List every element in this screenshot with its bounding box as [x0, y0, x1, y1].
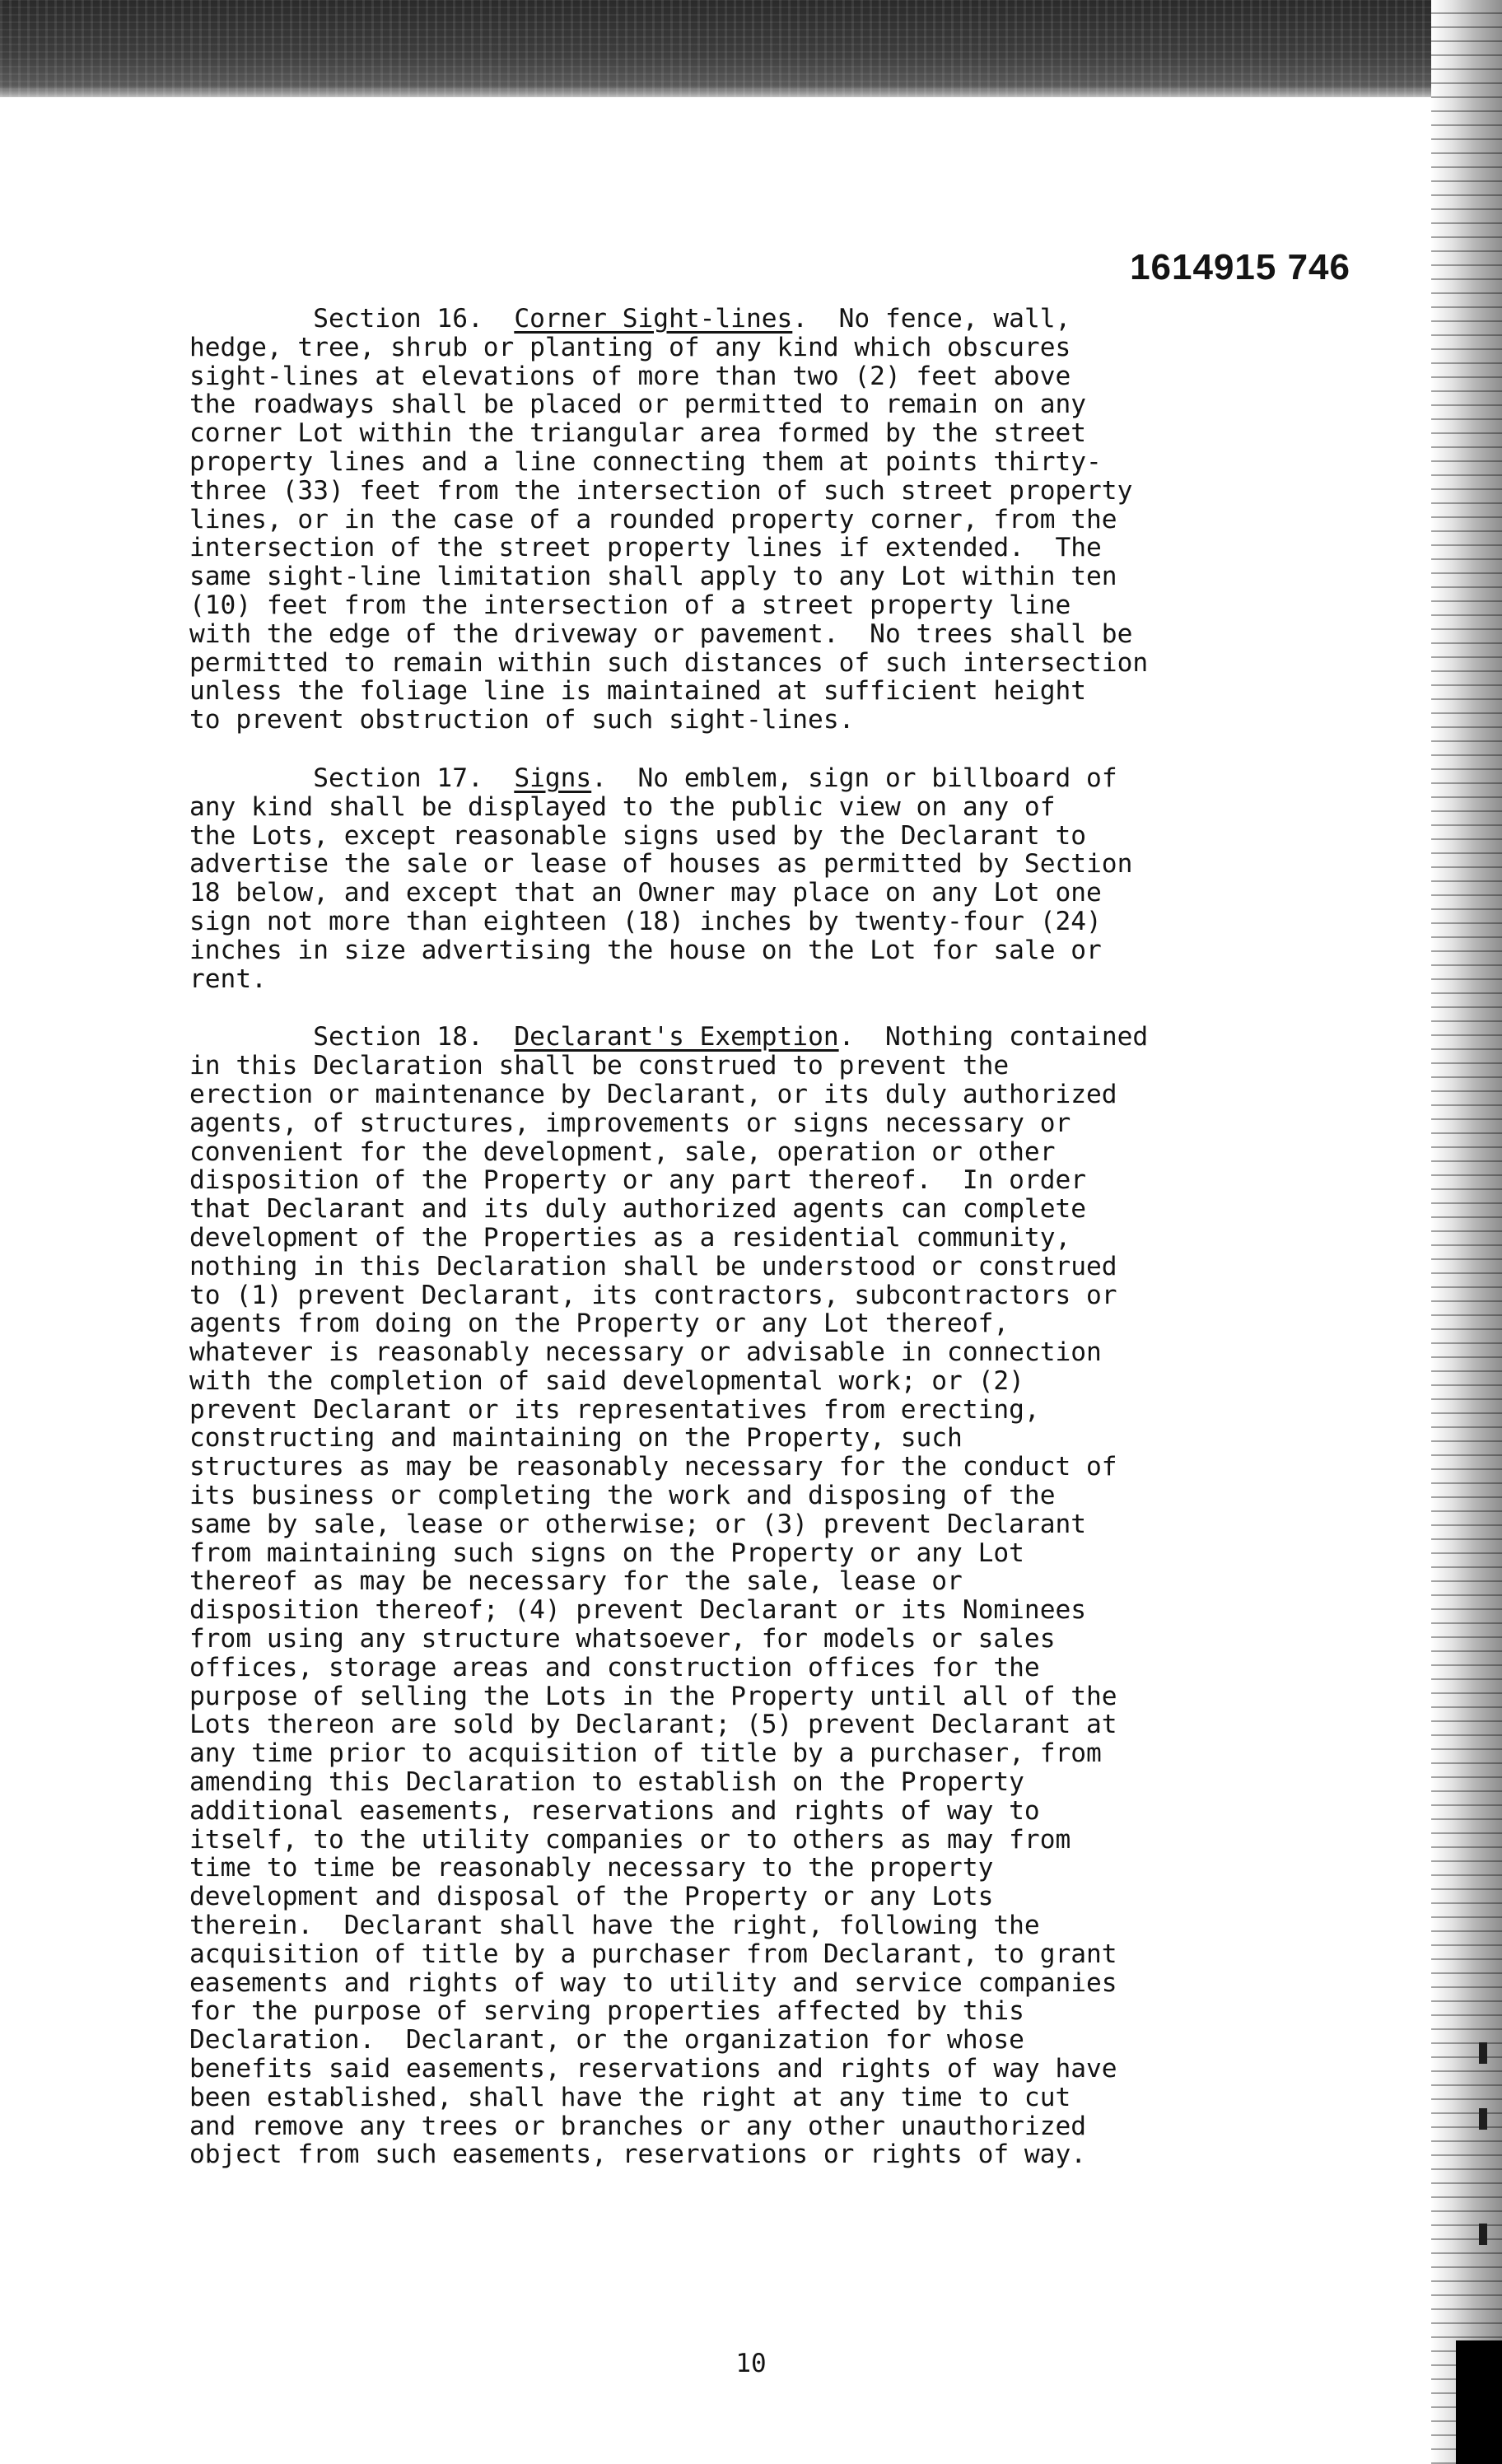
line-text: same by sale, lease or otherwise; or (3) prevent Declarant — [189, 1509, 1087, 1539]
text-line — [189, 1654, 1260, 1682]
line-text: rent. — [189, 964, 267, 994]
line-text: acquisition of title by a purchaser from Declarant, to grant — [189, 1939, 1117, 1969]
line-text: Section 16. — [189, 304, 515, 334]
line-text: offices, storage areas and construction offices for the — [189, 1652, 1040, 1682]
line-text: with the completion of said developmental work; or (2) — [189, 1365, 1024, 1396]
text-line — [189, 1195, 1260, 1224]
text-line — [189, 2055, 1260, 2084]
text-line — [189, 562, 1260, 591]
text-line — [189, 1309, 1260, 1338]
text-line — [189, 1396, 1260, 1425]
text-line — [189, 1109, 1260, 1138]
line-text: Declaration. Declarant, or the organization for whose — [189, 2025, 1024, 2056]
line-text: and remove any trees or branches or any other unauthorized — [189, 2111, 1087, 2141]
section-heading: Corner Sight-lines — [514, 304, 793, 334]
text-line — [189, 1797, 1260, 1826]
text-line — [189, 1052, 1260, 1080]
line-text: . No fence, wall, — [792, 304, 1071, 334]
line-text: from maintaining such signs on the Property or any Lot — [189, 1538, 1024, 1568]
text-line — [189, 1911, 1260, 1940]
line-text: for the purpose of serving properties affected by this — [189, 1996, 1024, 2027]
text-line — [189, 1367, 1260, 1396]
text-line — [189, 362, 1260, 391]
line-text: object from such easements, reservations or rights of way. — [189, 2140, 1087, 2170]
line-text: intersection of the street property lines if extended. The — [189, 533, 1102, 563]
scan-speck — [1479, 2042, 1487, 2064]
line-text: unless the foliage line is maintained at sufficient height — [189, 676, 1087, 707]
text-line — [189, 1768, 1260, 1797]
line-text: to (1) prevent Declarant, its contractors, subcontractors or — [189, 1280, 1117, 1310]
line-text: easements and rights of way to utility and service companies — [189, 1967, 1117, 1998]
text-line — [189, 1739, 1260, 1768]
text-line — [189, 1424, 1260, 1453]
text-line — [189, 477, 1260, 506]
text-line — [189, 419, 1260, 448]
text-line — [189, 1338, 1260, 1367]
line-text: Section 17. — [189, 763, 515, 793]
text-line — [189, 2140, 1260, 2169]
text-line — [189, 534, 1260, 562]
line-text: . No emblem, sign or billboard of — [591, 763, 1117, 793]
line-text: constructing and maintaining on the Property, such — [189, 1423, 963, 1454]
text-line — [189, 1596, 1260, 1625]
text-line — [189, 677, 1260, 706]
text-line — [189, 1625, 1260, 1654]
text-line — [189, 591, 1260, 620]
text-line — [189, 620, 1260, 649]
text-line — [189, 1023, 1260, 1052]
scan-speck — [1479, 2224, 1487, 2245]
text-line — [189, 1510, 1260, 1539]
text-line — [189, 1969, 1260, 1998]
text-line — [189, 649, 1260, 678]
text-line — [189, 2112, 1260, 2141]
line-text: with the edge of the driveway or pavement. No trees shall be — [189, 618, 1133, 649]
line-text: development and disposal of the Property or any Lots — [189, 1882, 994, 1912]
line-text: agents, of structures, improvements or signs necessary or — [189, 1108, 1071, 1138]
line-text: agents from doing on the Property or any Lot thereof, — [189, 1309, 1010, 1339]
line-text: amending this Declaration to establish on the Property — [189, 1767, 1024, 1798]
text-line — [189, 1453, 1260, 1482]
text-line — [189, 1166, 1260, 1195]
page-number: 10 — [735, 2349, 767, 2378]
text-line — [189, 448, 1260, 477]
text-line — [189, 334, 1260, 362]
line-text: (10) feet from the intersection of a street property line — [189, 590, 1071, 620]
line-text: 18 below, and except that an Owner may place on any Lot one — [189, 878, 1102, 908]
line-text: its business or completing the work and disposing of the — [189, 1481, 1056, 1511]
line-text: disposition of the Property or any part thereof. In order — [189, 1165, 1087, 1196]
line-text: permitted to remain within such distances of such intersection — [189, 647, 1149, 678]
line-text: structures as may be reasonably necessary for the conduct of — [189, 1452, 1117, 1482]
text-line — [189, 1138, 1260, 1167]
text-line — [189, 305, 1260, 334]
text-line — [189, 879, 1260, 908]
document-number: 1614915 746 — [1130, 247, 1350, 287]
line-text: erection or maintenance by Declarant, or its duly authorized — [189, 1079, 1117, 1109]
line-text: therein. Declarant shall have the right, following the — [189, 1911, 1040, 1941]
line-text: been established, shall have the right at any time to cut — [189, 2082, 1071, 2112]
line-text: that Declarant and its duly authorized agents can complete — [189, 1194, 1087, 1225]
text-line — [189, 1567, 1260, 1596]
section-18 — [189, 1023, 1260, 2169]
text-line — [189, 936, 1260, 965]
line-text: prevent Declarant or its representatives from erecting, — [189, 1394, 1040, 1425]
text-line — [189, 1224, 1260, 1253]
text-line — [189, 390, 1260, 419]
line-text: inches in size advertising the house on the Lot for sale or — [189, 935, 1102, 965]
text-line — [189, 822, 1260, 851]
line-text: Lots thereon are sold by Declarant; (5) prevent Declarant at — [189, 1710, 1117, 1740]
section-17 — [189, 764, 1260, 993]
line-text: Section 18. — [189, 1022, 515, 1052]
line-text: . Nothing contained — [838, 1022, 1149, 1052]
line-text: from using any structure whatsoever, for models or sales — [189, 1624, 1056, 1654]
line-text: to prevent obstruction of such sight-lines. — [189, 705, 855, 735]
text-line — [189, 850, 1260, 879]
line-text: development of the Properties as a residential community, — [189, 1222, 1071, 1253]
text-line — [189, 965, 1260, 994]
line-text: the Lots, except reasonable signs used by the Declarant to — [189, 820, 1087, 851]
line-text: disposition thereof; (4) prevent Declarant or its Nominees — [189, 1595, 1087, 1626]
text-line — [189, 793, 1260, 822]
line-text: corner Lot within the triangular area formed by the street — [189, 418, 1087, 449]
line-text: any kind shall be displayed to the public view on any of — [189, 791, 1056, 822]
text-line — [189, 908, 1260, 936]
text-line — [189, 2084, 1260, 2112]
text-line — [189, 1854, 1260, 1883]
line-text: property lines and a line connecting them at points thirty- — [189, 446, 1102, 477]
text-line — [189, 1997, 1260, 2026]
scan-top-border — [0, 0, 1502, 97]
document-body — [189, 305, 1260, 2199]
line-text: the roadways shall be placed or permitted to remain on any — [189, 390, 1087, 420]
line-text: in this Declaration shall be construed to prevent the — [189, 1051, 1010, 1081]
text-line — [189, 1539, 1260, 1568]
text-line — [189, 1080, 1260, 1109]
section-heading: Declarant's Exemption — [514, 1022, 839, 1052]
line-text: lines, or in the case of a rounded property corner, from the — [189, 504, 1117, 534]
text-line — [189, 506, 1260, 534]
line-text: additional easements, reservations and rights of way to — [189, 1795, 1040, 1826]
text-line — [189, 1826, 1260, 1855]
line-text: sign not more than eighteen (18) inches by twenty-four (24) — [189, 906, 1102, 936]
line-text: thereof as may be necessary for the sale, lease or — [189, 1566, 963, 1597]
text-line — [189, 1883, 1260, 1911]
text-line — [189, 1281, 1260, 1310]
line-text: same sight-line limitation shall apply to any Lot within ten — [189, 562, 1117, 592]
text-line — [189, 1253, 1260, 1281]
line-text: itself, to the utility companies or to others as may from — [189, 1824, 1071, 1855]
scan-speck — [1479, 2108, 1487, 2130]
line-text: hedge, tree, shrub or planting of any kind which obscures — [189, 332, 1071, 362]
line-text: advertise the sale or lease of houses as permitted by Section — [189, 849, 1133, 880]
text-line — [189, 1482, 1260, 1510]
line-text: whatever is reasonably necessary or advisable in connection — [189, 1337, 1102, 1368]
line-text: benefits said easements, reservations and rights of way have — [189, 2054, 1117, 2084]
line-text: any time prior to acquisition of title by a purchaser, from — [189, 1738, 1102, 1769]
section-16 — [189, 305, 1260, 735]
text-line — [189, 1940, 1260, 1969]
line-text: convenient for the development, sale, operation or other — [189, 1136, 1056, 1167]
section-heading: Signs — [514, 763, 592, 793]
text-line — [189, 1710, 1260, 1739]
text-line — [189, 2026, 1260, 2055]
line-text: purpose of selling the Lots in the Property until all of the — [189, 1681, 1117, 1711]
scan-right-edge — [1431, 0, 1502, 2464]
line-text: time to time be reasonably necessary to the property — [189, 1853, 994, 1883]
text-line — [189, 1682, 1260, 1711]
line-text: sight-lines at elevations of more than two (2) feet above — [189, 361, 1071, 391]
text-line — [189, 706, 1260, 735]
line-text: three (33) feet from the intersection of such street property — [189, 475, 1133, 506]
line-text: nothing in this Declaration shall be understood or construed — [189, 1251, 1117, 1281]
text-line — [189, 764, 1260, 793]
